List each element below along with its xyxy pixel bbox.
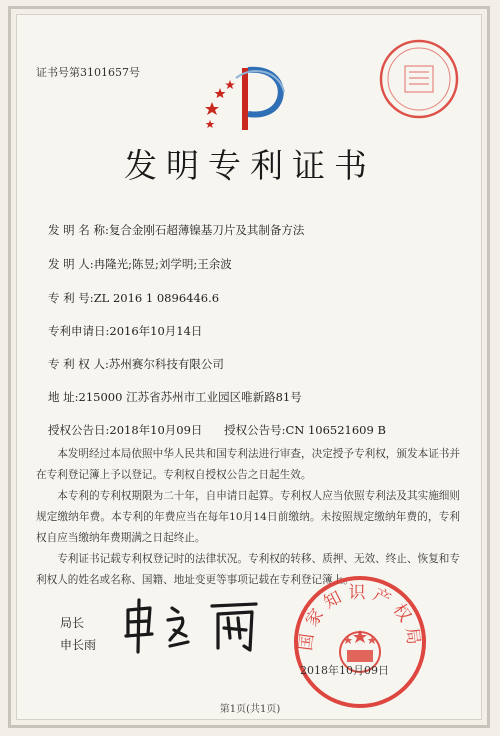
certificate-body [36, 444, 460, 591]
field-grant-info [48, 422, 386, 438]
director-signature [116, 596, 276, 656]
grant-number-value: CN 106521609 B [285, 423, 386, 437]
grant-date-value: 2018年10月09日 [109, 423, 203, 437]
field-label: 发 明 名 称: [48, 223, 109, 237]
patent-office-logo [196, 58, 296, 140]
page-number: 第1页(共1页) [219, 704, 281, 715]
grant-number-label: 授权公告号: [224, 423, 286, 437]
certificate-title: 发明专利证书 [124, 146, 376, 185]
field-label: 地 址: [48, 390, 79, 404]
field-invention-name [48, 222, 304, 238]
field-value: 复合金刚石超薄镍基刀片及其制备方法 [108, 223, 305, 237]
field-label: 发 明 人: [48, 257, 94, 271]
seal-text: 国家知识产权局 [296, 583, 424, 652]
field-value: 215000 江苏省苏州市工业园区唯新路81号 [78, 390, 302, 404]
top-seal-stamp [378, 38, 460, 120]
field-label: 专 利 号: [48, 291, 94, 305]
certificate-number: 证书号第3101657号 [36, 66, 140, 79]
director-title: 局长 [60, 616, 85, 630]
field-value: 2016年10月14日 [109, 324, 203, 338]
field-inventors [48, 256, 232, 272]
director-name: 申长雨 [60, 638, 97, 652]
field-patent-number [48, 290, 219, 306]
grant-date-label: 授权公告日: [48, 423, 110, 437]
body-paragraph: 本专利的专利权期限为二十年，自申请日起算。专利权人应当依照专利法及其实施细则规定缴纳年费。本专利的年费应当在每年10月14日前缴纳。未按照规定缴纳年费的，专利权自应当缴纳年费期满之日起终止。 [36, 490, 460, 544]
field-label: 专利申请日: [48, 324, 110, 338]
body-paragraph: 本发明经过本局依照中华人民共和国专利法进行审查，决定授予专利权，颁发本证书并在专利登记簿上予以登记。专利权自授权公告之日起生效。 [36, 448, 460, 481]
svg-text:国家知识产权局 [296, 583, 424, 652]
field-label: 专 利 权 人: [48, 357, 109, 371]
field-value: 冉隆光;陈昱;刘学明;王余波 [93, 257, 232, 271]
field-value: 苏州赛尔科技有限公司 [108, 357, 224, 371]
body-paragraph: 专利证书记载专利权登记时的法律状况。专利权的转移、质押、无效、终止、恢复和专利权人的姓名或名称、国籍、地址变更等事项记载在专利登记簿上。 [36, 553, 460, 586]
field-patentee [48, 356, 224, 372]
field-address [48, 389, 302, 405]
field-value: ZL 2016 1 0896446.6 [93, 291, 220, 305]
official-seal-stamp [290, 572, 430, 712]
seal-date: 2018年10月09日 [300, 664, 389, 677]
field-application-date [48, 323, 202, 339]
